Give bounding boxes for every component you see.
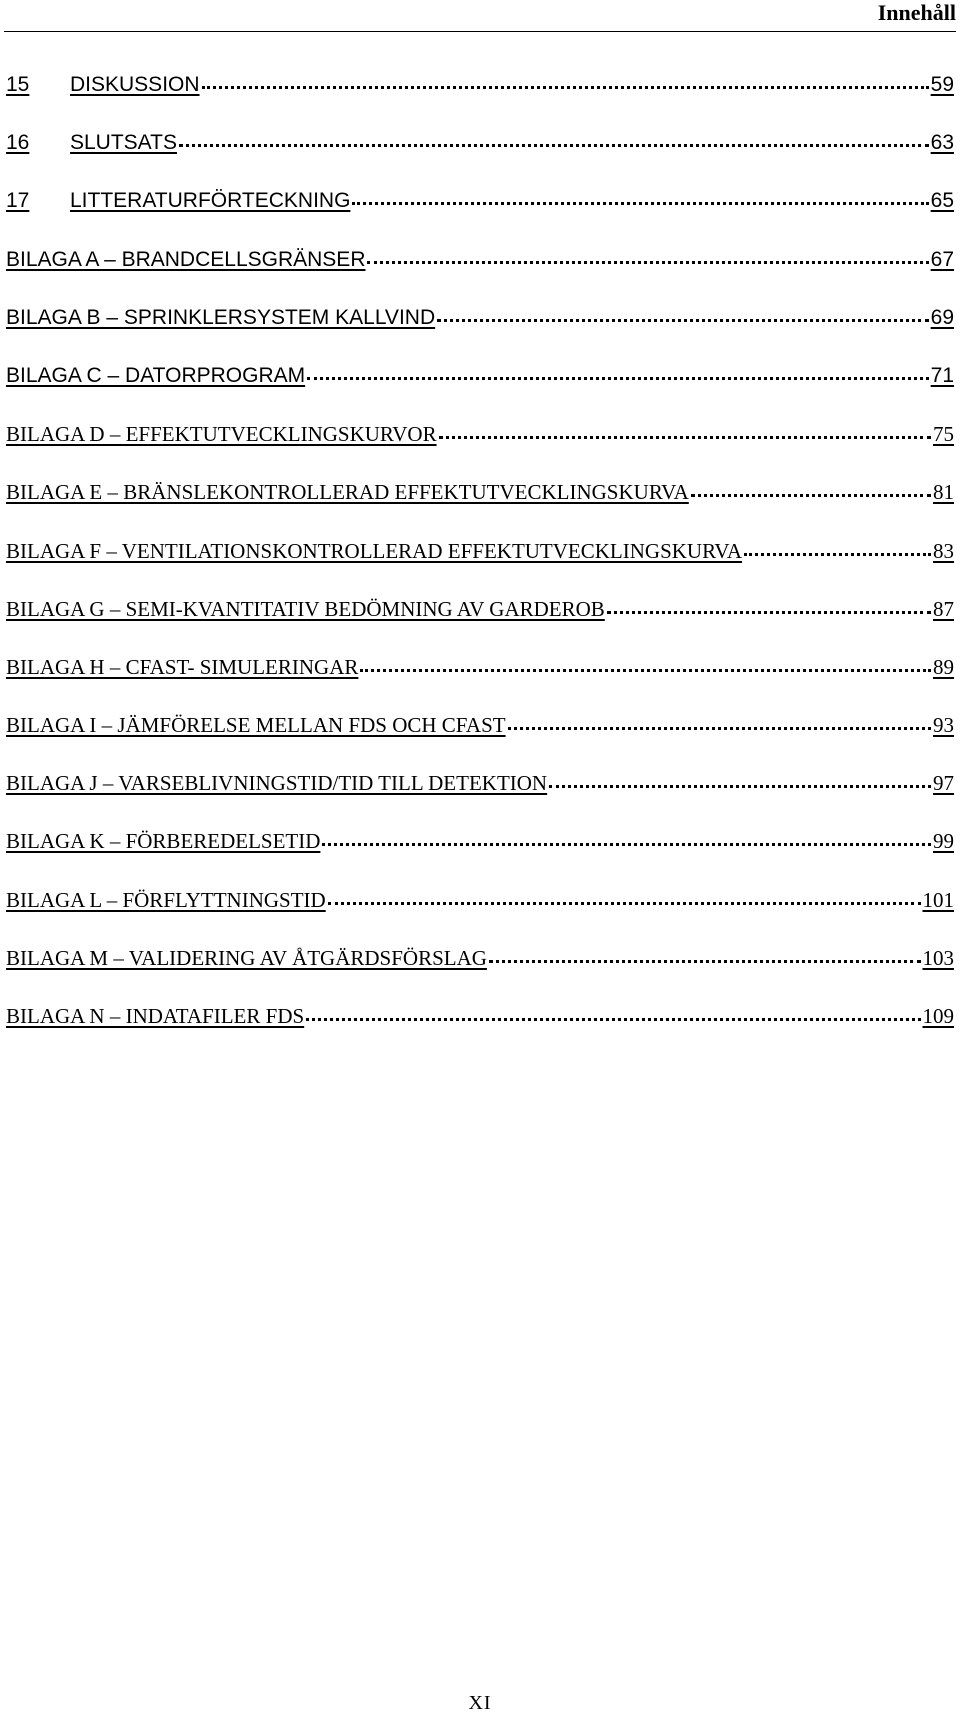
toc-entry-page[interactable]: 59	[930, 73, 954, 96]
toc-dot-leader	[607, 607, 931, 614]
toc-dot-leader	[437, 315, 929, 322]
toc-entry-title[interactable]: SLUTSATS	[70, 131, 177, 155]
toc-entry-title[interactable]: BILAGA K – FÖRBEREDELSETID	[6, 829, 321, 854]
toc-entry[interactable]	[6, 72, 954, 130]
toc-entry-page[interactable]: 83	[933, 538, 954, 563]
toc-entry-title[interactable]: BILAGA B – SPRINKLERSYSTEM KALLVIND	[6, 305, 436, 329]
toc-entry[interactable]	[6, 1003, 954, 1061]
toc-dot-leader	[360, 665, 931, 672]
toc-entry-page[interactable]: 89	[933, 654, 954, 679]
toc-dot-leader	[307, 373, 929, 380]
header-title: Innehåll	[877, 0, 956, 25]
toc-entry-number: 16	[6, 131, 30, 155]
toc-dot-leader	[691, 490, 931, 497]
toc-entry-page[interactable]: 69	[930, 305, 954, 329]
toc-dot-leader	[322, 839, 931, 846]
toc-dot-leader	[489, 956, 921, 963]
toc-entry[interactable]	[6, 596, 954, 654]
toc-entry-page[interactable]: 63	[930, 131, 954, 155]
toc-entry[interactable]	[6, 363, 954, 421]
toc-entry-title[interactable]: BILAGA M – VALIDERING AV ÅTGÄRDSFÖRSLAG	[6, 945, 487, 970]
toc-dot-leader	[439, 432, 931, 439]
toc-dot-leader	[549, 781, 931, 788]
toc-entry-title[interactable]: BILAGA H – CFAST- SIMULERINGAR	[6, 654, 359, 679]
toc-entry-page[interactable]: 93	[933, 713, 954, 738]
toc-entry-title[interactable]: BILAGA J – VARSEBLIVNINGSTID/TID TILL DETEKTION	[6, 771, 548, 796]
toc-entry-page[interactable]: 67	[930, 247, 954, 271]
toc-dot-leader	[367, 257, 928, 264]
toc-entry-title[interactable]: BILAGA D – EFFEKTUTVECKLINGSKURVOR	[6, 422, 437, 447]
toc-entry-title[interactable]: BILAGA I – JÄMFÖRELSE MELLAN FDS OCH CFAST	[6, 713, 506, 738]
toc-entry[interactable]	[6, 712, 954, 770]
toc-entry-title[interactable]: BILAGA L – FÖRFLYTTNINGSTID	[6, 887, 326, 912]
toc-entry-page[interactable]: 101	[922, 887, 954, 912]
toc-entry-title[interactable]: BILAGA G – SEMI-KVANTITATIV BEDÖMNING AV GARDEROB	[6, 596, 605, 621]
toc-entry-page[interactable]: 65	[930, 189, 954, 213]
toc-entry-page[interactable]: 81	[933, 480, 954, 505]
toc-entry-title[interactable]: BILAGA N – INDATAFILER FDS	[6, 1004, 305, 1028]
toc-entry-title[interactable]: DISKUSSION	[70, 73, 200, 96]
toc-entry-page[interactable]: 87	[933, 596, 954, 621]
toc-dot-leader	[179, 140, 929, 147]
header-rule	[4, 31, 956, 32]
toc-entry-page[interactable]: 71	[930, 363, 954, 387]
toc-entry-title[interactable]: BILAGA C – DATORPROGRAM	[6, 363, 306, 387]
toc-entry-title[interactable]: LITTERATURFÖRTECKNING	[70, 189, 351, 213]
toc-entry[interactable]	[6, 479, 954, 537]
toc-entry-title[interactable]: BILAGA F – VENTILATIONSKONTROLLERAD EFFEKTUTVECKLINGSKURVA	[6, 538, 743, 563]
toc-entry-number: 15	[6, 73, 30, 96]
toc-entry[interactable]	[6, 538, 954, 596]
toc-dot-leader	[328, 898, 921, 905]
toc-dot-leader	[352, 198, 928, 205]
toc-entry[interactable]	[6, 130, 954, 188]
toc-entry[interactable]	[6, 247, 954, 305]
toc-entry-title[interactable]: BILAGA A – BRANDCELLSGRÄNSER	[6, 247, 366, 271]
toc-entry-page[interactable]: 75	[933, 422, 954, 447]
toc-entry[interactable]	[6, 828, 954, 886]
toc-entry[interactable]	[6, 770, 954, 828]
toc-entry[interactable]	[6, 305, 954, 363]
toc-entry[interactable]	[6, 188, 954, 246]
toc-entry-number: 17	[6, 189, 30, 213]
toc-dot-leader	[508, 723, 931, 730]
table-of-contents	[6, 72, 954, 1061]
toc-dot-leader	[202, 82, 929, 89]
toc-entry[interactable]	[6, 945, 954, 1003]
toc-dot-leader	[744, 549, 931, 556]
toc-entry[interactable]	[6, 887, 954, 945]
toc-entry-page[interactable]: 103	[922, 945, 954, 970]
toc-entry[interactable]	[6, 654, 954, 712]
toc-entry-title[interactable]: BILAGA E – BRÄNSLEKONTROLLERAD EFFEKTUTVECKLINGSKURVA	[6, 480, 689, 505]
toc-entry-page[interactable]: 99	[933, 829, 954, 854]
footer-page-number: XI	[468, 1692, 492, 1714]
toc-entry[interactable]	[6, 421, 954, 479]
toc-entry-page[interactable]: 97	[933, 771, 954, 796]
toc-entry-page[interactable]: 109	[922, 1004, 954, 1028]
page-header	[0, 0, 960, 34]
toc-dot-leader	[306, 1014, 920, 1021]
